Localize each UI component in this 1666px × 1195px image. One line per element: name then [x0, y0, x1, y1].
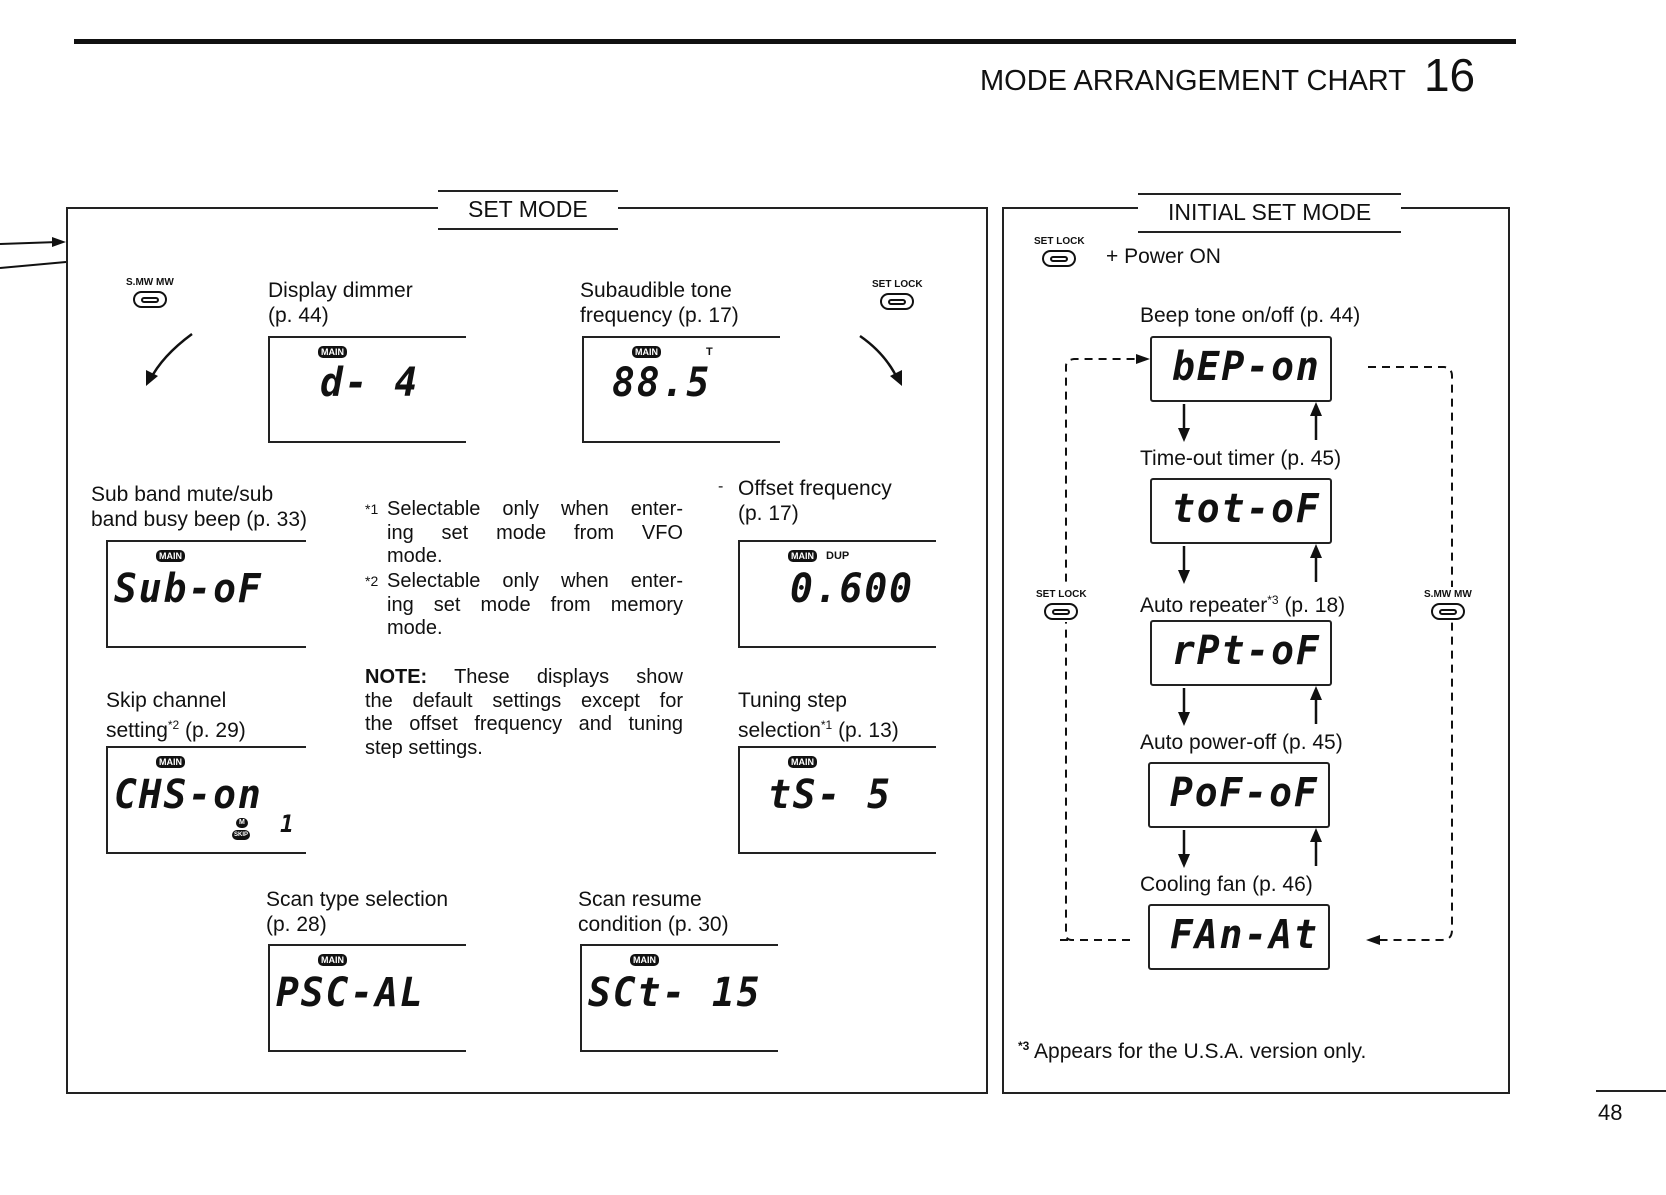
display-dimmer-lcd [268, 336, 466, 443]
sub-band-mute-label: Sub band mute/sub band busy beep (p. 33) [91, 483, 307, 531]
main-indicator: MAIN [788, 756, 817, 768]
main-indicator: MAIN [632, 346, 661, 358]
lcd-value: PoF-oF [1170, 770, 1319, 816]
lcd-value: CHS-on [114, 772, 263, 818]
skip-indicator: SKIP [234, 832, 249, 838]
main-indicator: MAIN [788, 550, 817, 562]
scan-type-label: Scan type selection (p. 28) [266, 888, 449, 936]
main-indicator: MAIN [630, 954, 659, 966]
tuning-step-label: Tuning step selection$^{*1}$ (p. 13) [738, 689, 899, 742]
dup-indicator: DUP [826, 550, 850, 562]
lcd-value: d- 4 [320, 360, 420, 406]
auto-power-off-label: Auto power-off (p. 45) [1140, 731, 1343, 754]
beep-tone-label: Beep tone on/off (p. 44) [1140, 304, 1361, 327]
display-dimmer-label: Display dimmer (p. 44) [268, 279, 413, 327]
smw-mw-key-icon [1431, 603, 1465, 620]
scan-resume-label: Scan resume condition (p. 30) [578, 888, 729, 936]
time-out-timer-label: Time-out timer (p. 45) [1140, 447, 1342, 470]
tuning-step-lcd [738, 746, 936, 854]
main-indicator: MAIN [156, 756, 185, 768]
cooling-fan-label: Cooling fan (p. 46) [1140, 873, 1313, 896]
lcd-value: bEP-on [1172, 344, 1321, 390]
set-mode-panel [66, 207, 988, 1094]
smw-mw-key: S.MW MW [126, 277, 174, 308]
auto-repeater-label: Auto repeater$^{*3}$ (p. 18) [1140, 593, 1346, 617]
lcd-value: 0.600 [790, 566, 914, 612]
curved-arrow-right-icon [856, 330, 916, 390]
main-indicator: MAIN [318, 954, 347, 966]
smw-mw-key-icon [133, 291, 167, 308]
sub-band-mute-lcd [106, 540, 306, 648]
cooling-fan-lcd [1148, 904, 1330, 970]
lcd-value: FAn-At [1170, 912, 1319, 958]
time-out-timer-lcd [1150, 478, 1332, 544]
set-lock-key: SET LOCK [872, 279, 923, 310]
note-block: NOTE: These displays show the default settings except for the offset frequency and tuning step settings. [365, 666, 683, 759]
initial-set-mode-title: INITIAL SET MODE [1138, 193, 1401, 233]
set-lock-key-icon [880, 293, 914, 310]
power-set-lock-key: SET LOCK [1034, 236, 1085, 267]
chapter-number: 16 [1423, 49, 1476, 101]
memory-indicator: M [236, 818, 248, 828]
scan-type-lcd [268, 944, 466, 1052]
page-rule [1596, 1090, 1666, 1092]
chapter-header [980, 49, 1476, 101]
beep-tone-lcd [1150, 336, 1332, 402]
lcd-value: Sub-oF [114, 566, 263, 612]
lcd-value: tS- 5 [768, 772, 892, 818]
lcd-value: SCt- 15 [588, 970, 762, 1016]
header-rule [74, 39, 1516, 44]
footnote-1: *1 Selectable only when enter- ing set mode from VFO mode. [365, 498, 683, 567]
loop-set-lock-key: SET LOCK [1036, 587, 1087, 622]
subaudible-tone-label: Subaudible tone frequency (p. 17) [580, 279, 739, 327]
set-lock-key-icon [1042, 250, 1076, 267]
set-lock-key-icon [1044, 603, 1078, 620]
subaudible-tone-lcd [582, 336, 780, 443]
entry-arrows [0, 236, 70, 276]
page-number: 48 [1598, 1100, 1623, 1125]
lcd-value: 88.5 [612, 360, 712, 406]
offset-frequency-label: Offset frequency (p. 17) [738, 477, 892, 525]
lcd-value: PSC-AL [276, 970, 425, 1016]
auto-power-off-lcd [1148, 762, 1330, 828]
power-on-text: + Power ON [1106, 245, 1221, 268]
loop-smw-mw-key: S.MW MW [1424, 587, 1472, 622]
main-indicator: MAIN [156, 550, 185, 562]
lcd-value: rPt-oF [1172, 628, 1321, 674]
channel-number: 1 [280, 810, 296, 838]
lcd-value: tot-oF [1172, 486, 1321, 532]
footnote-3: $^{*3}$ Appears for the U.S.A. version only. [1018, 1039, 1367, 1063]
scan-resume-lcd [580, 944, 778, 1052]
curved-arrow-left-icon [140, 330, 200, 390]
footnote-2: *2 Selectable only when enter- ing set mode from memory mode. [365, 570, 683, 639]
offset-frequency-lcd [738, 540, 936, 648]
chapter-title: MODE ARRANGEMENT CHART [980, 65, 1406, 97]
tone-indicator: T [706, 346, 713, 358]
set-mode-title: SET MODE [438, 190, 618, 230]
skip-channel-label: Skip channel setting$^{*2}$ (p. 29) [106, 689, 246, 742]
auto-repeater-lcd [1150, 620, 1332, 686]
main-indicator: MAIN [318, 346, 347, 358]
skip-channel-lcd [106, 746, 306, 854]
